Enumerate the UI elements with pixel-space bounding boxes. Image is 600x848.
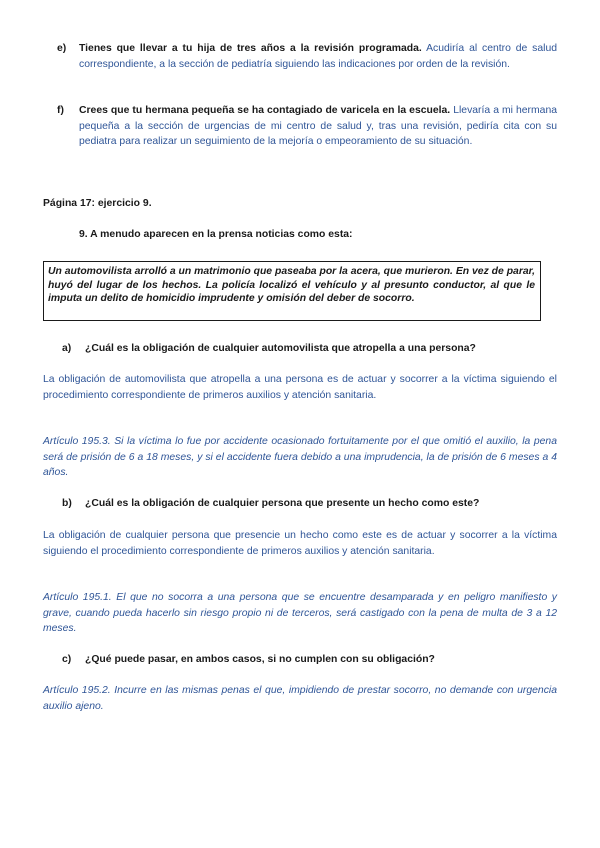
news-box: Un automovilista arrolló a un matrimonio que paseaba por la acera, que murieron. En vez de parar, huyó del lugar de los hechos. La policía localizó el vehículo y al presunto conductor, al que le imputa un delito de homicidio imprudente y omisión del deber de socorro. bbox=[43, 261, 541, 321]
item-e bbox=[57, 41, 558, 72]
article-195-2: Artículo 195.2. Incurre en las mismas penas el que, impidiendo de prestar socorro, no demande con urgencia auxilio ajeno. bbox=[43, 685, 557, 712]
question-a bbox=[62, 341, 545, 357]
answer-b: La obligación de cualquier persona que presencie un hecho como este es de actuar y socorrer a la víctima siguiendo el procedimiento correspondiente de primeros auxilios y atención sanitaria. bbox=[43, 530, 557, 557]
question-c-marker: c) bbox=[62, 654, 72, 665]
question-b-text: ¿Cuál es la obligación de cualquier persona que presente un hecho como este? bbox=[85, 498, 480, 509]
answer-a: La obligación de automovilista que atropella a una persona es de actuar y socorrer a la víctima siguiendo el procedimiento correspondiente de primeros auxilios y atención sanitaria. bbox=[43, 374, 557, 401]
question-a-text: ¿Cuál es la obligación de cualquier automovilista que atropella a una persona? bbox=[85, 343, 476, 354]
item-f bbox=[57, 103, 557, 150]
item-f-question: Crees que tu hermana pequeña se ha contagiado de varicela en la escuela. bbox=[79, 105, 451, 116]
question-b-marker: b) bbox=[62, 498, 72, 509]
item-e-marker: e) bbox=[57, 43, 67, 54]
section-heading: Página 17: ejercicio 9. bbox=[43, 198, 152, 209]
exercise-intro: 9. A menudo aparecen en la prensa noticias como esta: bbox=[79, 229, 353, 240]
article-195-1: Artículo 195.1. El que no socorra a una persona que se encuentre desamparada y en peligro manifiesto y grave, cuando pueda hacerlo sin riesgo propio ni de terceros, será castigado con la pena de multa de 3 a 12 meses. bbox=[43, 592, 557, 634]
question-c bbox=[62, 652, 545, 668]
item-e-question: Tienes que llevar a tu hija de tres años a la revisión programada. bbox=[79, 43, 422, 54]
article-195-3: Artículo 195.3. Si la víctima lo fue por accidente ocasionado fortuitamente por el que omitió el auxilio, la pena será de prisión de 6 a 18 meses, y si el accidente fuera debido a una imprudencia, la de prisión de 6 meses a 4 años. bbox=[43, 436, 557, 478]
item-e-answer: Acudiría al centro de salud correspondiente, a la sección de pediatría siguiendo las indicaciones por orden de la revisión. bbox=[79, 43, 558, 70]
question-b bbox=[62, 496, 545, 512]
question-c-text: ¿Qué puede pasar, en ambos casos, si no cumplen con su obligación? bbox=[85, 654, 435, 665]
item-f-marker: f) bbox=[57, 105, 64, 116]
item-f-answer: Llevaría a mi hermana pequeña a la sección de urgencias de mi centro de salud y, tras una revisión, pediría cita con su pediatra para realizar un seguimiento de la mejoría o empeoramiento de su situación. bbox=[79, 105, 557, 147]
question-a-marker: a) bbox=[62, 343, 72, 354]
